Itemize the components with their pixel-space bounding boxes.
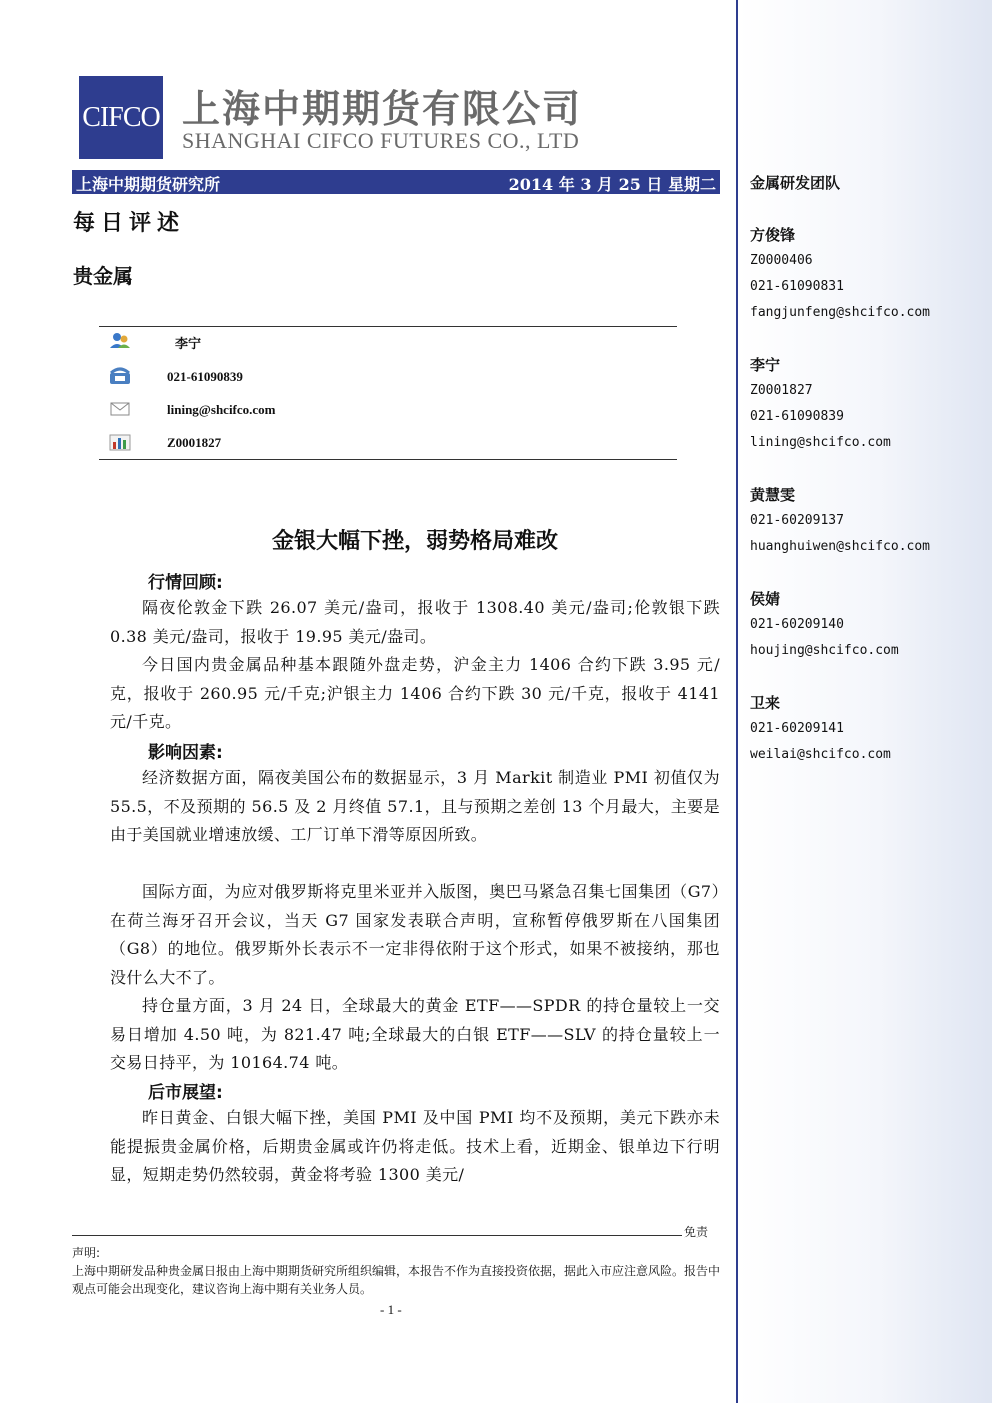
footer-divider	[72, 1235, 682, 1236]
person-icon	[109, 331, 131, 349]
member-phone: 021-61090831	[750, 279, 844, 294]
team-member	[750, 690, 891, 768]
paragraph: 经济数据方面，隔夜美国公布的数据显示，3 月 Markit 制造业 PMI 初值仅为 55.5，不及预期的 56.5 及 2 月终值 57.1，且与预期之差创 13 个月最大，主要是由于美国就业增速放缓、工厂订单下滑等原因所致。	[110, 768, 720, 844]
analyst-phone: 021-61090839	[167, 369, 243, 384]
member-phone: 021-61090839	[750, 409, 844, 424]
paragraph: 隔夜伦敦金下跌 26.07 美元/盎司，报收于 1308.40 美元/盎司;伦敦银下跌 0.38 美元/盎司，报收于 19.95 美元/盎司。	[110, 598, 720, 646]
section-heading: 影响因素:	[148, 743, 223, 763]
disclaimer-tail: 免责	[684, 1225, 709, 1239]
member-phone: 021-60209137	[750, 513, 844, 528]
team-member	[750, 482, 930, 560]
mail-icon	[109, 400, 131, 418]
analyst-info	[99, 326, 677, 460]
chart-icon	[109, 433, 131, 451]
company-name-en: SHANGHAI CIFCO FUTURES CO., LTD	[182, 128, 580, 153]
header-bar	[72, 170, 720, 194]
report-type: 每日评述	[73, 210, 186, 236]
member-phone: 021-60209141	[750, 721, 844, 736]
paragraph: 持仓量方面，3 月 24 日，全球最大的黄金 ETF——SPDR 的持仓量较上一交易日增加 4.50 吨，为 821.47 吨;全球最大的白银 ETF——SLV 的持仓量较上一交易日持平，为 10164.74 吨。	[110, 996, 720, 1072]
team-member	[750, 352, 891, 456]
disclaimer-text: 上海中期研发品种贵金属日报由上海中期期货研究所组织编辑，本报告不作为直接投资依据，据此入市应注意风险。报告中观点可能会出现变化，建议咨询上海中期有关业务人员。	[72, 1264, 721, 1296]
team-title: 金属研发团队	[750, 174, 841, 192]
section-heading: 行情回顾:	[148, 573, 223, 593]
member-name: 方俊锋	[750, 226, 796, 244]
research-team-sidebar	[736, 0, 992, 1403]
member-license: Z0000406	[750, 253, 813, 268]
institute-name: 上海中期期货研究所	[76, 175, 221, 194]
team-member	[750, 586, 899, 664]
cifco-logo	[79, 76, 163, 159]
article-title: 金银大幅下挫，弱势格局难改	[271, 529, 558, 554]
team-member	[750, 222, 930, 326]
member-license: Z0001827	[750, 383, 813, 398]
paragraph: 国际方面，为应对俄罗斯将克里米亚并入版图，奥巴马紧急召集七国集团（G7）在荷兰海牙召开会议，当天 G7 国家发表联合声明，宣称暂停俄罗斯在八国集团（G8）的地位。俄罗斯外长表示不一定非得依附于这个形式，如果不被接纳，那也没什么大不了。	[110, 882, 720, 987]
phone-icon	[109, 367, 131, 385]
analyst-email[interactable]: lining@shcifco.com	[167, 402, 276, 417]
analyst-name: 李宁	[175, 336, 202, 351]
member-email[interactable]: lining@shcifco.com	[750, 435, 891, 450]
member-name: 黄慧雯	[750, 486, 796, 504]
member-name: 侯婧	[750, 590, 781, 608]
disclaimer-label: 声明:	[72, 1246, 101, 1260]
member-email[interactable]: fangjunfeng@shcifco.com	[750, 305, 931, 320]
paragraph: 今日国内贵金属品种基本跟随外盘走势，沪金主力 1406 合约下跌 3.95 元/克，报收于 260.95 元/千克;沪银主力 1406 合约下跌 30 元/千克，报收于 4141 元/千克。	[110, 655, 720, 731]
section-heading: 后市展望:	[148, 1083, 223, 1103]
member-name: 卫来	[750, 694, 781, 712]
member-phone: 021-60209140	[750, 617, 844, 632]
member-email[interactable]: houjing@shcifco.com	[750, 643, 899, 658]
analyst-license: Z0001827	[167, 435, 222, 450]
page-number: - 1 -	[380, 1302, 402, 1317]
member-email[interactable]: huanghuiwen@shcifco.com	[750, 539, 931, 554]
member-name: 李宁	[750, 356, 781, 374]
member-email[interactable]: weilai@shcifco.com	[750, 747, 891, 762]
paragraph: 昨日黄金、白银大幅下挫，美国 PMI 及中国 PMI 均不及预期，美元下跌亦未能提振贵金属价格，后期贵金属或许仍将走低。技术上看，近期金、银单边下行明显，短期走势仍然较弱，黄金将考验 1300 美元/	[110, 1108, 720, 1184]
logo-mark: CIFCO	[82, 101, 160, 133]
company-name-cn: 上海中期期货有限公司	[182, 87, 583, 131]
report-category: 贵金属	[73, 264, 133, 288]
report-date: 2014 年 3 月 25 日 星期二	[508, 175, 716, 194]
